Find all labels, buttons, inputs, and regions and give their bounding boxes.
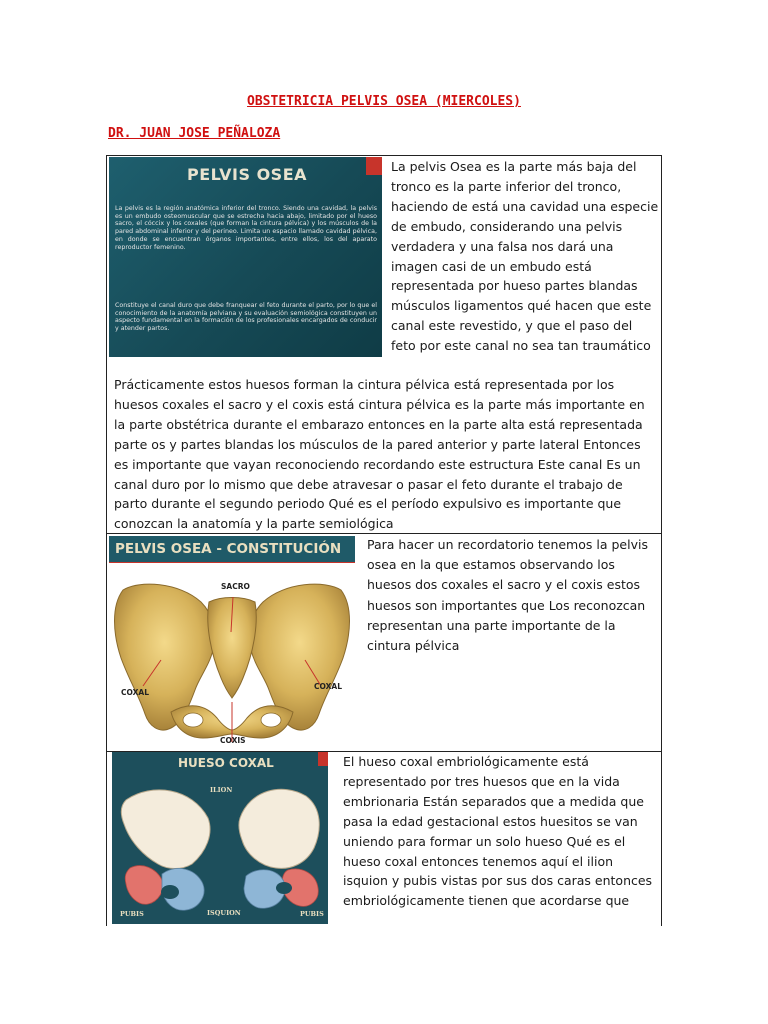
slide-title: PELVIS OSEA: [187, 165, 308, 184]
label-coxal-right: COXAL: [314, 682, 342, 691]
slide-title: HUESO COXAL: [178, 756, 274, 770]
label-sacro: SACRO: [221, 582, 250, 591]
slide-paragraph: Constituye el canal duro que debe franquear el feto durante el parto, por lo que el conocimiento de la anatomía pelviana y su evaluación semiológica constituyen un aspecto fundamental en la formación de los profesionales encargados de conducir y atender partos.: [115, 302, 377, 333]
slide-title: PELVIS OSEA - CONSTITUCIÓN: [115, 541, 342, 557]
document-title: OBSTETRICIA PELVIS OSEA (MIERCOLES): [247, 94, 521, 109]
pelvis-constitucion-slide: [109, 536, 355, 749]
section2-side-text: Para hacer un recordatorio tenemos la pelvis osea en la que estamos observando los huesos dos coxales el sacro y el coxis estos huesos son importantes que Los reconozcan representan una parte importante de la cintura pélvica: [367, 537, 648, 654]
label-coxis: COXIS: [220, 736, 246, 745]
section1-full-text: Prácticamente estos huesos forman la cintura pélvica está representada por los huesos coxales el sacro y el coxis está cintura pélvica es la parte más importante en la parte obstétrica durante el embarazo entonces en la parte alta está representada parte os y partes blandas los músculos de la pared anterior y parte lateral Entonces es importante que vayan reconociendo recordando este estructura Este canal Es un canal duro por lo mismo que debe atravesar o pasar el feto durante el trabajo de parto durante el segundo periodo Qué es el período expulsivo es importante que conozcan la anatomía y la parte semiológica: [114, 377, 645, 532]
left-ilion: [121, 790, 210, 869]
pelvis-osea-slide: [109, 157, 382, 357]
slide-accent: [318, 752, 328, 766]
hip-bone-illustration: [112, 778, 328, 923]
label-pubis-left: PUBIS: [120, 910, 144, 918]
right-ilion: [239, 789, 319, 868]
label-isquion: ISQUION: [207, 909, 241, 917]
section3-side-text: El hueso coxal embriológicamente está representado por tres huesos que en la vida embrionaria Están separados que a medida que pasa la edad gestacional estos huesitos se van uniendo para formar un solo hueso Qué es el hueso coxal entonces tenemos aquí el ilion isquion y pubis vistas por sus dos caras entonces embriológicamente tienen que acordarse que: [343, 754, 653, 909]
hueso-coxal-slide: [112, 752, 328, 924]
section1-side-text: La pelvis Osea es la parte más baja del tronco es la parte inferior del tronco, haciendo de está una cavidad una especie de embudo, considerando una pelvis verdadera y una falsa nos dará una imagen casi de un embudo está representada por hueso partes blandas músculos ligamentos qué hacen que este canal este revestido, y que el paso del feto por este canal no sea tan traumático: [391, 159, 659, 354]
right-obturator: [261, 713, 281, 727]
left-pubis: [125, 866, 163, 905]
left-obturator: [161, 885, 179, 899]
label-pubis-right: PUBIS: [300, 910, 324, 918]
right-obturator: [276, 882, 292, 894]
label-coxal-left: COXAL: [121, 688, 149, 697]
left-obturator: [183, 713, 203, 727]
slide-accent: [366, 157, 382, 175]
label-ilion: ILION: [210, 786, 233, 794]
slide-paragraph: La pelvis es la región anatómica inferior del tronco. Siendo una cavidad, la pelvis es un embudo osteomuscular que se estrecha hacia abajo, limitado por el hueso sacro, el cóccix y los coxales (que forman la cintura pélvica) y los músculos de la pared abdominal inferior y del perineo. Limita un espacio llamado cavidad pélvica, en donde se encuentran órganos importantes, entre ellos, los del aparato reproductor femenino.: [115, 205, 377, 251]
author-name: DR. JUAN JOSE PEÑALOZA: [108, 126, 281, 141]
